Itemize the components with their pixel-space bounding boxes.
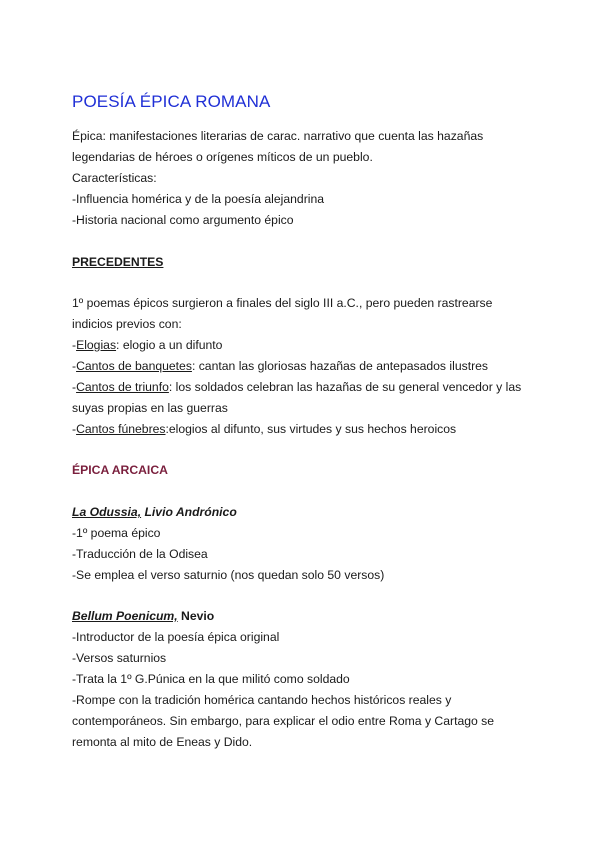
work-title: Bellum Poenicum, [72,609,178,623]
section-heading-precedentes: PRECEDENTES [72,255,164,269]
list-item: -Rompe con la tradición homérica cantando hechos históricos reales y [72,693,452,707]
intro-line: -Influencia homérica y de la poesía alejandrina [72,192,325,206]
list-item: -Versos saturnios [72,651,167,665]
list-item: -Introductor de la poesía épica original [72,630,280,644]
intro-line: Épica: manifestaciones literarias de carac. narrativo que cuenta las hazañas [72,129,484,143]
work-author: Nevio [177,609,215,623]
intro-line: legendarias de héroes o orígenes míticos de un pueblo. [72,150,373,164]
list-item: -Se emplea el verso saturnio (nos quedan solo 50 versos) [72,568,385,582]
list-item: -Cantos de banquetes: cantan las gloriosas hazañas de antepasados ilustres [72,359,489,373]
list-item: -Elogias: elogio a un difunto [72,338,223,352]
intro-line: Características: [72,171,157,185]
section-heading-arcaica: ÉPICA ARCAICA [72,463,168,477]
list-item: -1º poema épico [72,526,161,540]
intro-line: -Historia nacional como argumento épico [72,213,294,227]
paragraph-line: 1º poemas épicos surgieron a finales del siglo III a.C., pero pueden rastrearse [72,296,493,310]
list-item-continuation: contemporáneos. Sin embargo, para explicar el odio entre Roma y Cartago se [72,714,495,728]
list-item: -Traducción de la Odisea [72,547,208,561]
paragraph-line: indicios previos con: [72,317,182,331]
work-title: La Odussia, [72,505,142,519]
work-heading [72,504,237,520]
work-author: Livio Andrónico [141,505,237,519]
term: Cantos de triunfo [76,380,169,394]
list-item: -Trata la 1º G.Púnica en la que militó como soldado [72,672,350,686]
work-heading [72,608,214,624]
term: Cantos fúnebres [76,422,166,436]
list-item: -Cantos de triunfo: los soldados celebran las hazañas de su general vencedor y las [72,380,522,394]
list-item-continuation: suyas propias en las guerras [72,401,228,415]
term: Elogias [76,338,117,352]
list-item-continuation: remonta al mito de Eneas y Dido. [72,735,253,749]
list-item: -Cantos fúnebres:elogios al difunto, sus virtudes y sus hechos heroicos [72,422,457,436]
page-title: POESÍA ÉPICA ROMANA [72,92,271,111]
term: Cantos de banquetes [76,359,192,373]
